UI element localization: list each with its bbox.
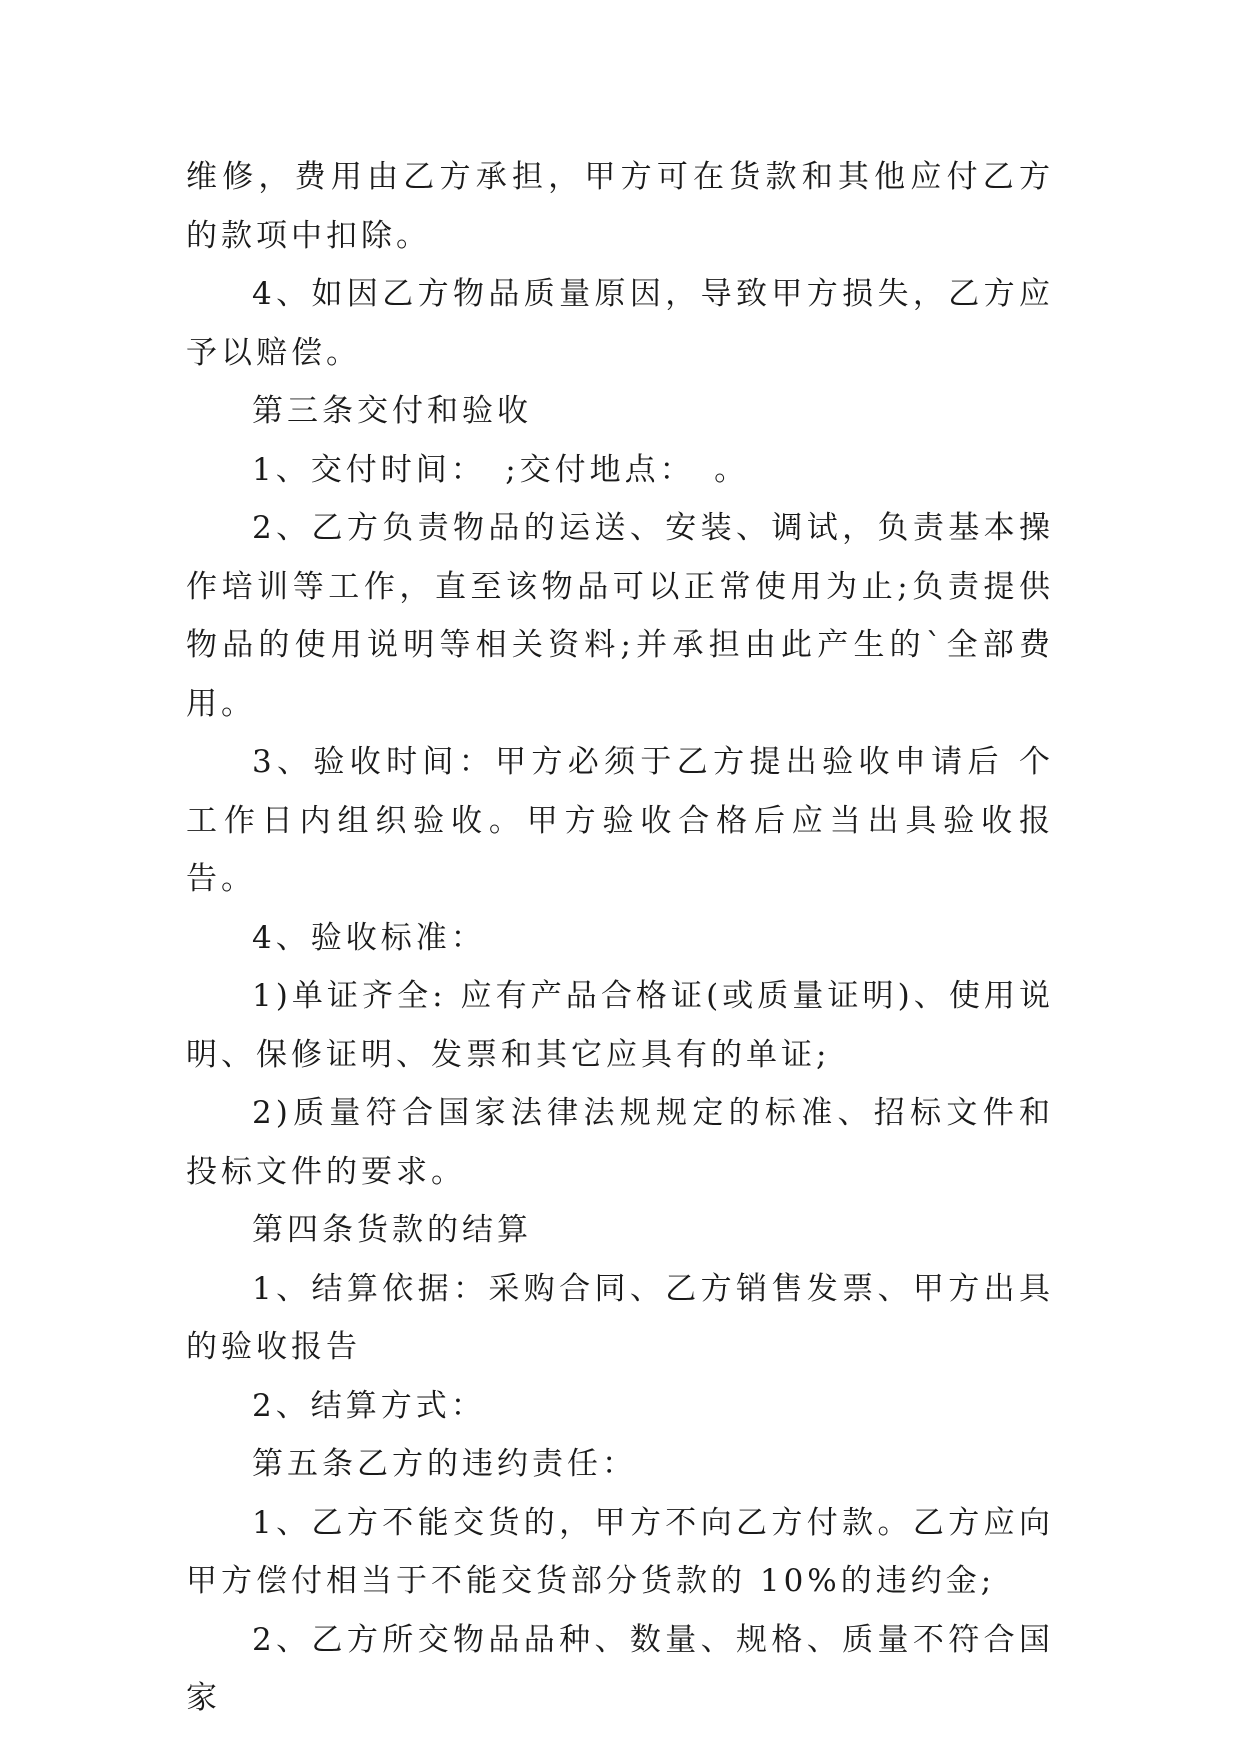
document-body [186,148,1054,1728]
paragraph-delivery-time-place: 1、交付时间： ;交付地点： 。 [252,451,750,488]
paragraph-non-delivery-penalty: 1、乙方不能交货的，甲方不向乙方付款。乙方应向甲方偿付相当于不能交货部分货款的 10%的违约金; [186,1504,1054,1599]
article-5-heading: 第五条乙方的违约责任： [252,1446,637,1482]
paragraph-settlement-basis: 1、结算依据：采购合同、乙方销售发票、甲方出具的验收报告 [186,1270,1054,1365]
paragraph-documents-complete: 1)单证齐全: 应有产品合格证(或质量证明)、使用说明、保修证明、发票和其它应具有的单证; [186,978,1054,1073]
article-4-heading: 第四条货款的结算 [252,1212,532,1248]
paragraph-acceptance-time: 3、验收时间：甲方必须于乙方提出验收申请后 个工作日内组织验收。甲方验收合格后应当出具验收报告。 [186,744,1054,897]
paragraph-acceptance-standard: 4、验收标准： [252,919,486,956]
paragraph-quality-loss-compensation: 4、如因乙方物品质量原因，导致甲方损失，乙方应予以赔偿。 [186,276,1054,371]
paragraph-settlement-method: 2、结算方式： [252,1387,486,1424]
article-3-heading: 第三条交付和验收 [252,393,532,429]
paragraph-installation-training: 2、乙方负责物品的运送、安装、调试，负责基本操作培训等工作，直至该物品可以正常使用为止;负责提供物品的使用说明等相关资料;并承担由此产生的`全部费用。 [186,510,1054,722]
paragraph-quality-compliance: 2)质量符合国家法律法规规定的标准、招标文件和投标文件的要求。 [186,1095,1054,1190]
paragraph-nonconforming-goods: 2、乙方所交物品品种、数量、规格、质量不符合国家 [186,1621,1054,1716]
paragraph-repair-cost: 维修，费用由乙方承担，甲方可在货款和其他应付乙方的款项中扣除。 [186,159,1054,254]
